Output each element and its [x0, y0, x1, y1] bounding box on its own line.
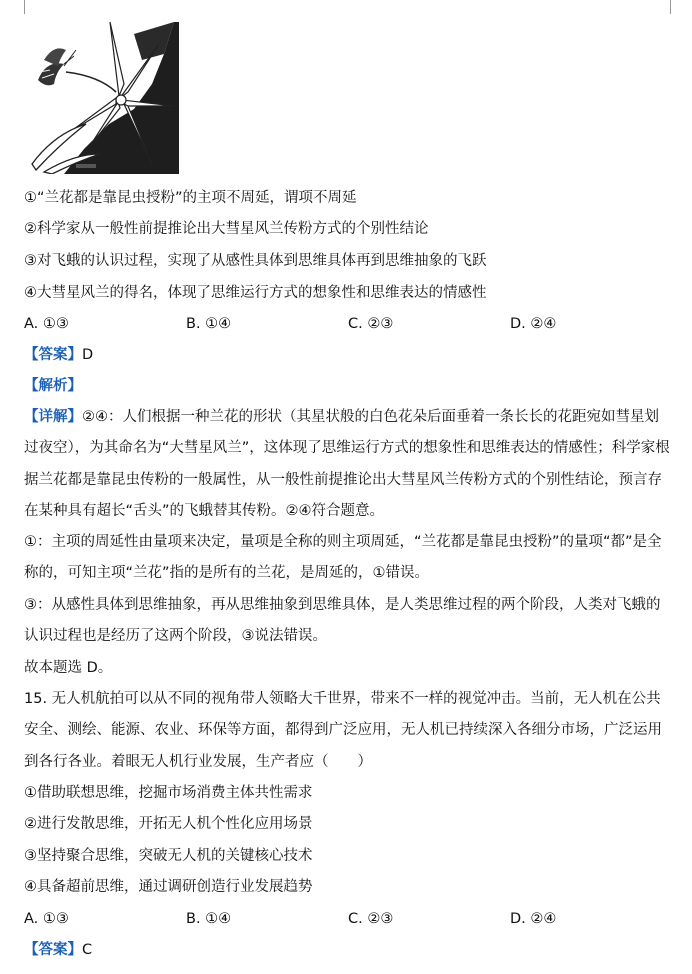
q14-option-d: D. ②④: [510, 316, 557, 332]
orchid-moth-illustration: [24, 14, 180, 174]
q14-option-c: C. ②③: [348, 316, 394, 332]
detail-text: ②④：人们根据一种兰花的形状（其星状般的白色花朵后面垂着一条长长的花距宛如彗星划过夜空），为其命名为“大彗星风兰”，这体现了思维运行方式的想象性和思维表达的情感性；科学家根据兰花都是靠昆虫传粉的一般属性，从一般性前提推论出大彗星风兰传粉方式的个别性结论，预言存在某种具有超长“舌头”的飞蛾替其传粉。②④符合题意。: [24, 409, 670, 519]
q15-answer: [24, 940, 92, 960]
q14-answer: [24, 345, 93, 365]
page-corner-mark-left: [24, 0, 25, 14]
q14-note-3: ③：从感性具体到思维抽象，再从思维抽象到思维具体，是人类思维过程的两个阶段，人类对飞蛾的认识过程也是经历了这两个阶段，③说法错误。: [24, 597, 661, 645]
q15-statement-3: ③坚持聚合思维，突破无人机的关键核心技术: [24, 848, 313, 864]
q14-analysis-tag: 【解析】: [24, 378, 82, 394]
page-corner-mark-right: [670, 0, 671, 14]
q15-statement-1: ①借助联想思维，挖掘市场消费主体共性需求: [24, 785, 313, 801]
q15-option-c: C. ②③: [348, 911, 394, 927]
q14-statement-4: ④大彗星风兰的得名，体现了思维运行方式的想象性和思维表达的情感性: [24, 285, 487, 301]
q14-conclusion: 故本题选 D。: [24, 660, 113, 676]
q15-option-d: D. ②④: [510, 911, 557, 927]
q14-detail-paragraph: [24, 402, 672, 527]
answer-tag: 【答案】: [24, 942, 82, 958]
answer-value: C: [82, 942, 93, 958]
detail-tag: 【详解】: [24, 409, 82, 425]
answer-tag: 【答案】: [24, 347, 82, 363]
q14-note-1: ①：主项的周延性由量项来决定，量项是全称的则主项周延，“兰花都是靠昆虫授粉”的量项“都”是全称的，可知主项“兰花”指的是所有的兰花，是周延的，①错误。: [24, 534, 662, 582]
q15-stem: 15. 无人机航拍可以从不同的视角带人领略大千世界，带来不一样的视觉冲击。当前，无人机在公共安全、测绘、能源、农业、环保等方面，都得到广泛应用，无人机已持续深入各细分市场，广泛运用到各行各业。着眼无人机行业发展，生产者应（ ）: [24, 691, 662, 770]
q14-option-b: B. ①④: [186, 316, 232, 332]
answer-value: D: [82, 347, 94, 363]
q14-statement-3: ③对飞蛾的认识过程，实现了从感性具体到思维具体再到思维抽象的飞跃: [24, 253, 487, 269]
q15-statement-4: ④具备超前思维，通过调研创造行业发展趋势: [24, 879, 313, 895]
q14-option-a: A. ①③: [24, 316, 69, 332]
q15-statement-2: ②进行发散思维，开拓无人机个性化应用场景: [24, 816, 313, 832]
q14-statement-2: ②科学家从一般性前提推论出大彗星风兰传粉方式的个别性结论: [24, 221, 429, 237]
q15-option-a: A. ①③: [24, 911, 69, 927]
q14-statement-1: ①“兰花都是靠昆虫授粉”的主项不周延，谓项不周延: [24, 190, 357, 206]
q15-option-b: B. ①④: [186, 911, 232, 927]
